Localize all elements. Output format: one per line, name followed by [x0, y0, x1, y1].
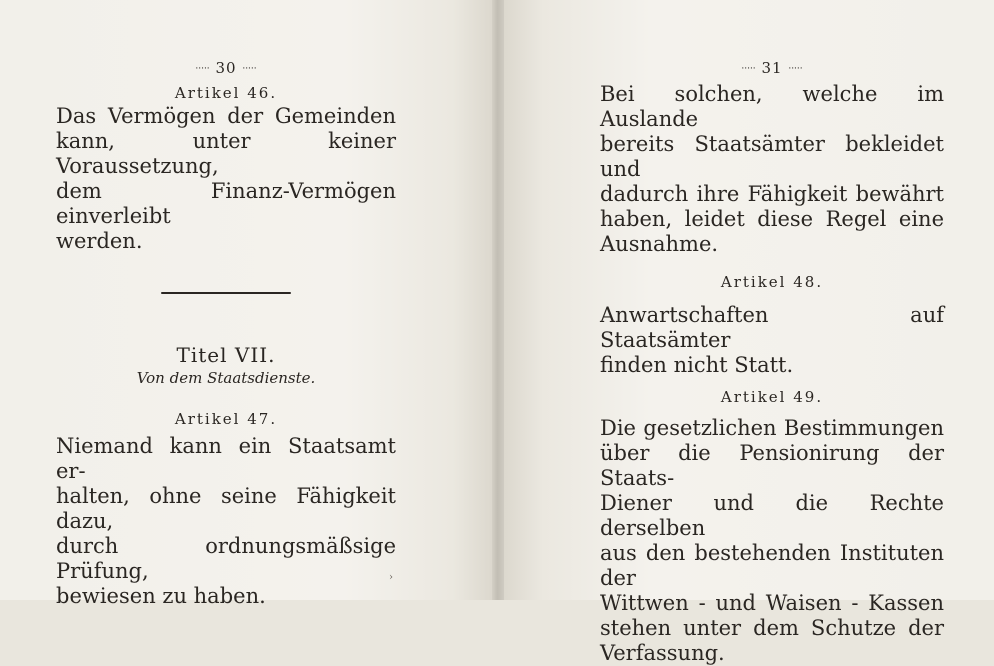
article-47-heading: Artikel 47. — [174, 410, 278, 428]
text-line: dem Finanz-Vermögen einverleibt — [56, 179, 396, 228]
page-number-right: ····· 31 ····· — [741, 59, 803, 77]
page-tick-mark: › — [389, 572, 393, 583]
text-line: Anwartschaften auf Staatsämter — [600, 303, 944, 352]
text-line: bereits Staatsämter bekleidet und — [600, 132, 944, 181]
page-number-left: ····· 30 ····· — [195, 59, 257, 77]
text-line: halten, ohne seine Fähigkeit dazu, — [56, 484, 396, 533]
article-48-heading: Artikel 48. — [720, 273, 824, 291]
book-gutter — [492, 0, 504, 600]
text-line: stehen unter dem Schutze der — [600, 616, 944, 640]
text-line: Bei solchen, welche im Auslande — [600, 82, 944, 131]
text-line: aus den bestehenden Instituten der — [600, 541, 944, 590]
left-page — [0, 0, 492, 608]
section-title: Titel VII. — [176, 343, 276, 367]
text-line: Diener und die Rechte derselben — [600, 491, 944, 540]
text-line: Ausnahme. — [600, 232, 719, 256]
article-48-text — [600, 303, 944, 378]
page-number-right-value: 31 — [761, 59, 783, 77]
text-line: kann, unter keiner Voraussetzung, — [56, 129, 396, 178]
article-49-heading: Artikel 49. — [720, 388, 824, 406]
text-line: werden. — [56, 229, 143, 253]
article-46-heading: Artikel 46. — [174, 84, 278, 102]
text-line: Verfassung. — [600, 641, 725, 665]
text-line: haben, leidet diese Regel eine — [600, 207, 944, 231]
text-line: durch ordnungsmäßsige Prüfung, — [56, 534, 396, 583]
text-line: Das Vermögen der Gemeinden — [56, 104, 396, 128]
text-line: finden nicht Statt. — [600, 353, 794, 377]
text-line: Niemand kann ein Staatsamt er- — [56, 434, 396, 483]
text-line: Die gesetzlichen Bestimmungen — [600, 416, 944, 440]
section-divider — [161, 292, 291, 294]
text-line: über die Pensionirung der Staats- — [600, 441, 944, 490]
article-49-text — [600, 416, 944, 666]
article-47-text — [56, 434, 396, 609]
continuation-text — [600, 82, 944, 257]
right-page — [504, 0, 994, 665]
page-number-left-value: 30 — [215, 59, 237, 77]
section-subtitle: Von dem Staatsdienste. — [136, 369, 316, 387]
text-line: Wittwen - und Waisen - Kassen — [600, 591, 944, 615]
text-line: bewiesen zu haben. — [56, 584, 266, 608]
article-46-text — [56, 104, 396, 254]
text-line: dadurch ihre Fähigkeit bewährt — [600, 182, 944, 206]
